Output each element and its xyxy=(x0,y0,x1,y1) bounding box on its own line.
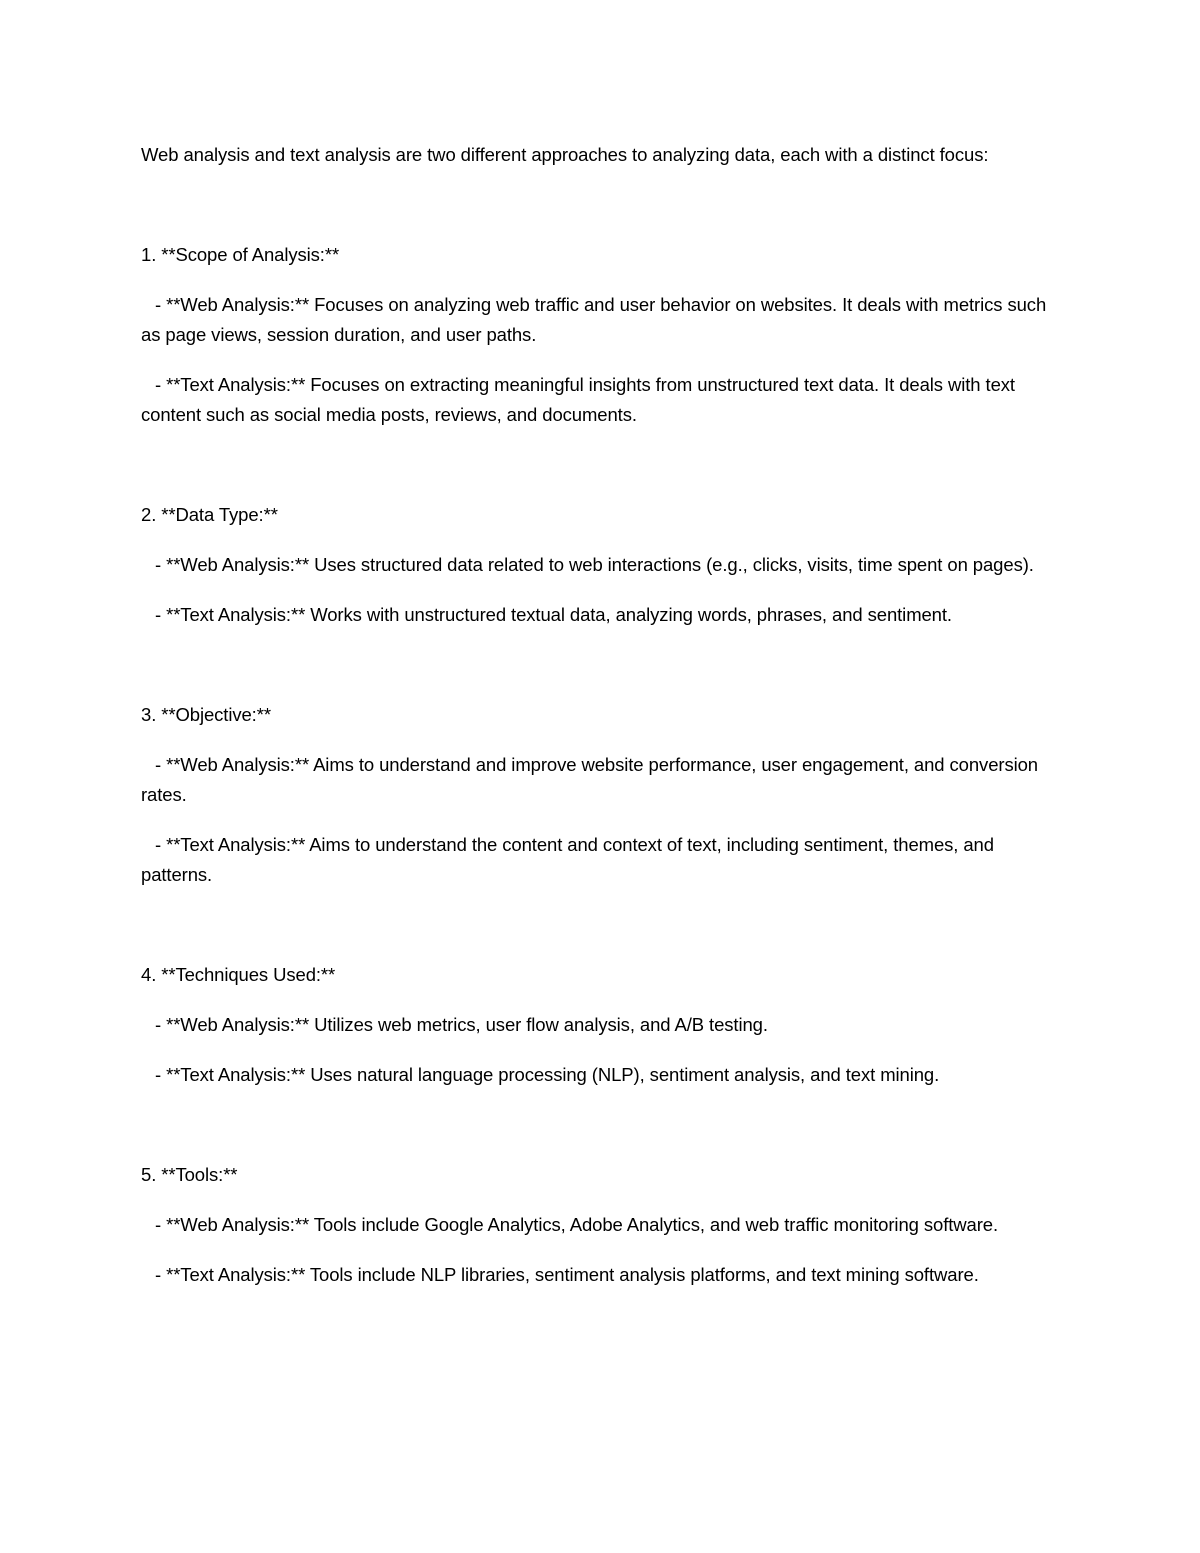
bullet-text: - **Text Analysis:** Tools include NLP libraries, sentiment analysis platforms, and text mining software. xyxy=(155,1264,979,1285)
text-analysis-bullet xyxy=(141,600,1061,630)
bullet-text: - **Text Analysis:** Uses natural language processing (NLP), sentiment analysis, and text mining. xyxy=(155,1064,940,1085)
section-tools xyxy=(141,1160,1061,1290)
web-analysis-bullet xyxy=(141,290,1061,350)
bullet-text: - **Web Analysis:** Uses structured data related to web interactions (e.g., clicks, visits, time spent on pages). xyxy=(155,554,1034,575)
section-data-type xyxy=(141,500,1061,630)
text-analysis-bullet xyxy=(141,1260,1061,1290)
bullet-text: - **Web Analysis:** Tools include Google Analytics, Adobe Analytics, and web traffic monitoring software. xyxy=(155,1214,999,1235)
bullet-text: - **Text Analysis:** Focuses on extracting meaningful insights from unstructured text data. It deals with text content such as social media posts, reviews, and documents. xyxy=(141,374,1015,425)
web-analysis-bullet xyxy=(141,750,1061,810)
section-heading: 5. **Tools:** xyxy=(141,1164,238,1185)
text-analysis-bullet xyxy=(141,830,1061,890)
section-objective xyxy=(141,700,1061,890)
web-analysis-bullet xyxy=(141,1010,1061,1040)
bullet-text: - **Web Analysis:** Utilizes web metrics, user flow analysis, and A/B testing. xyxy=(155,1014,768,1035)
section-heading: 3. **Objective:** xyxy=(141,704,271,725)
section-heading: 1. **Scope of Analysis:** xyxy=(141,244,340,265)
section-scope xyxy=(141,240,1061,430)
section-heading: 2. **Data Type:** xyxy=(141,504,278,525)
web-analysis-bullet xyxy=(141,550,1061,580)
bullet-text: - **Text Analysis:** Aims to understand the content and context of text, including sentiment, themes, and patterns. xyxy=(141,834,994,885)
intro-paragraph: Web analysis and text analysis are two different approaches to analyzing data, each with a distinct focus: xyxy=(141,144,989,165)
document-body xyxy=(141,140,1061,1290)
section-techniques xyxy=(141,960,1061,1090)
text-analysis-bullet xyxy=(141,1060,1061,1090)
web-analysis-bullet xyxy=(141,1210,1061,1240)
section-heading: 4. **Techniques Used:** xyxy=(141,964,336,985)
bullet-text: - **Text Analysis:** Works with unstructured textual data, analyzing words, phrases, and sentiment. xyxy=(155,604,952,625)
text-analysis-bullet xyxy=(141,370,1061,430)
bullet-text: - **Web Analysis:** Focuses on analyzing web traffic and user behavior on websites. It deals with metrics such as page views, session duration, and user paths. xyxy=(141,294,1047,345)
bullet-text: - **Web Analysis:** Aims to understand and improve website performance, user engagement, and conversion rates. xyxy=(141,754,1038,805)
